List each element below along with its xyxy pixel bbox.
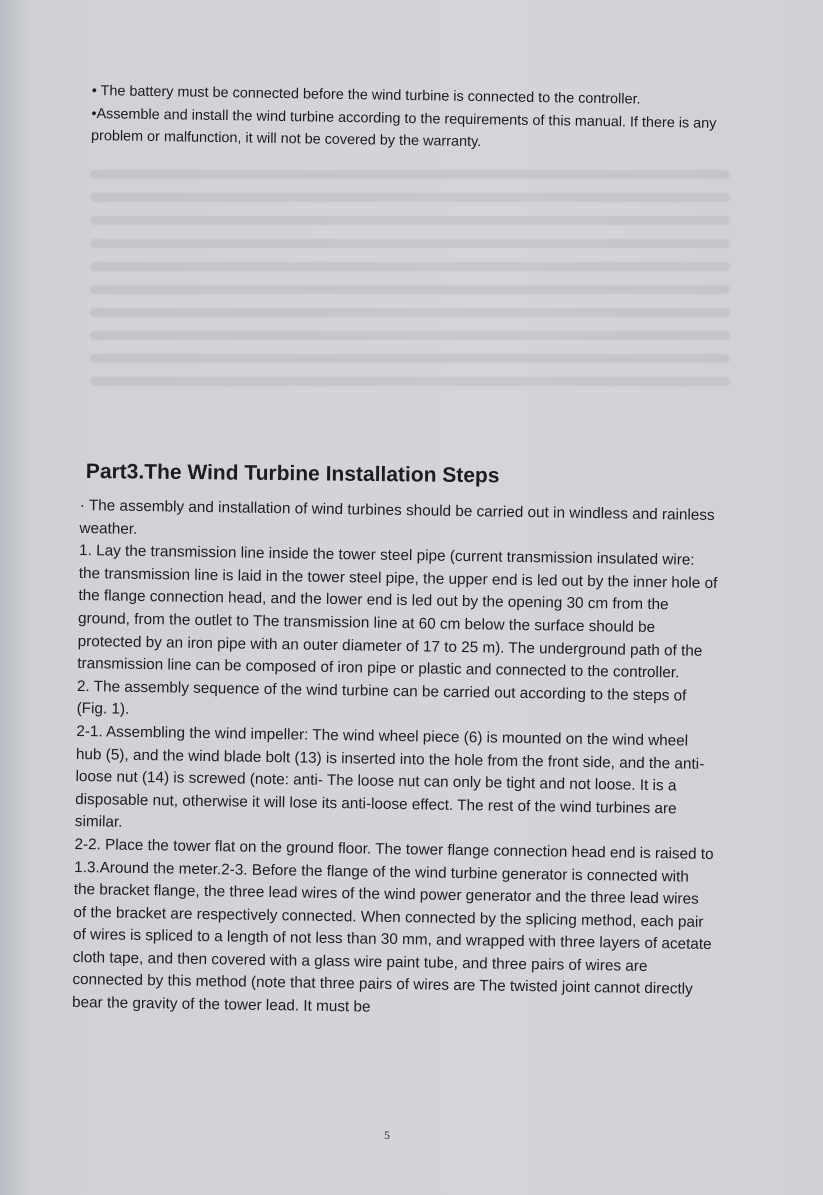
step-2-2: 2-2. Place the tower flat on the ground floor. The tower flange connection head end is raised to 1.3.Around the meter.2-3. Before the flange of the wind turbine generator is connected with the bracket flange, the three lead wires of the wind power generator and the three lead wires of the bracket are respectively connected. When connected by the splicing method, each pair of wires is spliced to a length of not less than 30 mm, and wrapped with three layers of acetate cloth tape, and then covered with a glass wire paint tube, and three pairs of wires are connected by this method (note that three pairs of wires are The twisted joint cannot directly bear the gravity of the tower lead. It must be: [71, 835, 714, 1016]
warning-notes: [91, 80, 732, 158]
section-title: Part3.The Wind Turbine Installation Steps: [85, 460, 500, 488]
step-1: 1. Lay the transmission line inside the tower steel pipe (current transmission insulated wire: the transmission line is laid in the tower steel pipe, the upper end is led out by the inner hole of the flange connection head, and the lower end is led out by the opening 30 cm from the ground, from the outlet to The transmission line at 60 cm below the surface should be protected by an iron pipe with an outer diameter of 17 to 25 m). The underground path of the transmission line can be composed of iron pipe or plastic and connected to the controller.: [77, 542, 718, 682]
step-2: 2. The assembly sequence of the wind turbine can be carried out according to the steps of (Fig. 1).: [76, 677, 687, 719]
page-number: 5: [384, 1128, 390, 1142]
step-2-1: 2-1. Assembling the wind impeller: The wind wheel piece (6) is mounted on the wind wheel hub (5), and the wind blade bolt (13) is inserted into the hole from the front side, and the anti-loose nut (14) is screwed (note: anti- The loose nut can only be tight and not loose. It is a disposable nut, otherwise it will lose its anti-loose effect. The rest of the wind turbines are similar.: [74, 722, 705, 832]
step-intro: · The assembly and installation of wind turbines should be carried out in windless and rainless weather.: [79, 496, 715, 538]
note-battery: • The battery must be connected before the wind turbine is connected to the controller.: [91, 82, 641, 108]
installation-steps: [72, 495, 720, 1025]
note-warranty: •Assemble and install the wind turbine according to the requirements of this manual. If there is any problem or malfunction, it will not be covered by the warranty.: [90, 105, 717, 151]
show-through-text: [90, 170, 730, 420]
